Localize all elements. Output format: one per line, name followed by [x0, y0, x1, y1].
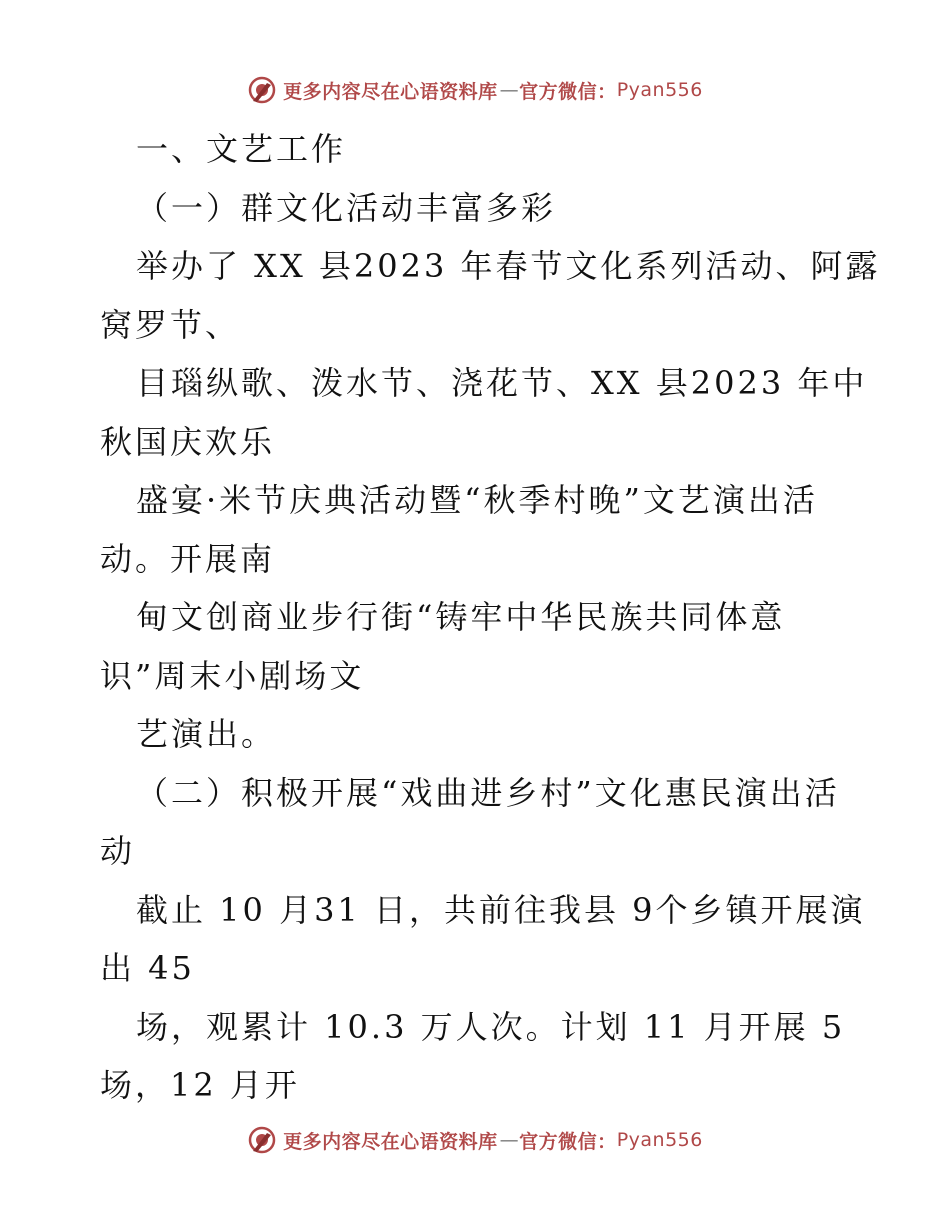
paragraph-line: 出 45	[100, 949, 195, 987]
quill-seal-icon	[247, 1125, 277, 1155]
paragraph-line: 艺演出。	[136, 715, 277, 753]
paragraph-line: 窝罗节、	[100, 305, 241, 344]
paragraph-line: 目瑙纵歌、泼水节、浇花节、XX 县2023 年中	[136, 364, 868, 402]
header-watermark	[0, 70, 950, 110]
paragraph-line: 场，观累计 10.3 万人次。计划 11 月开展 5	[136, 1007, 846, 1046]
watermark-account: Pyan556	[616, 1129, 703, 1151]
watermark-official-label: 官方微信：	[519, 1130, 617, 1153]
watermark-separator: —	[499, 1129, 520, 1151]
paragraph-line: 甸文创商业步行街“铸牢中华民族共同体意	[136, 598, 786, 636]
section-heading: 一、文艺工作	[136, 130, 347, 168]
footer-watermark	[0, 1120, 950, 1160]
paragraph-line: 举办了 XX 县2023 年春节文化系列活动、阿露	[136, 247, 881, 285]
paragraph-line: 盛宴·米节庆典活动暨“秋季村晚”文艺演出活	[136, 481, 818, 519]
paragraph-line: 秋国庆欢乐	[100, 422, 276, 461]
subsection-heading: （二）积极开展“戏曲进乡村”文化惠民演出活	[136, 773, 840, 812]
subsection-heading: （一）群文化活动丰富多彩	[136, 188, 557, 227]
paragraph-line: 动。开展南	[100, 539, 276, 578]
paragraph-line: 动	[100, 832, 136, 870]
paragraph-line: 场，12 月开	[100, 1066, 300, 1104]
quill-seal-icon	[247, 75, 277, 105]
watermark-separator: —	[499, 79, 520, 101]
paragraph-line: 截止 10 月31 日，共前往我县 9个乡镇开展演	[136, 890, 866, 929]
watermark-official-label: 官方微信：	[519, 80, 617, 103]
watermark-brand-text: 更多内容尽在心语资料库	[283, 1130, 498, 1153]
paragraph-line: 识”周末小剧场文	[100, 656, 365, 695]
watermark-account: Pyan556	[616, 79, 703, 101]
watermark-brand-text: 更多内容尽在心语资料库	[283, 80, 498, 103]
document-body	[100, 120, 881, 1115]
